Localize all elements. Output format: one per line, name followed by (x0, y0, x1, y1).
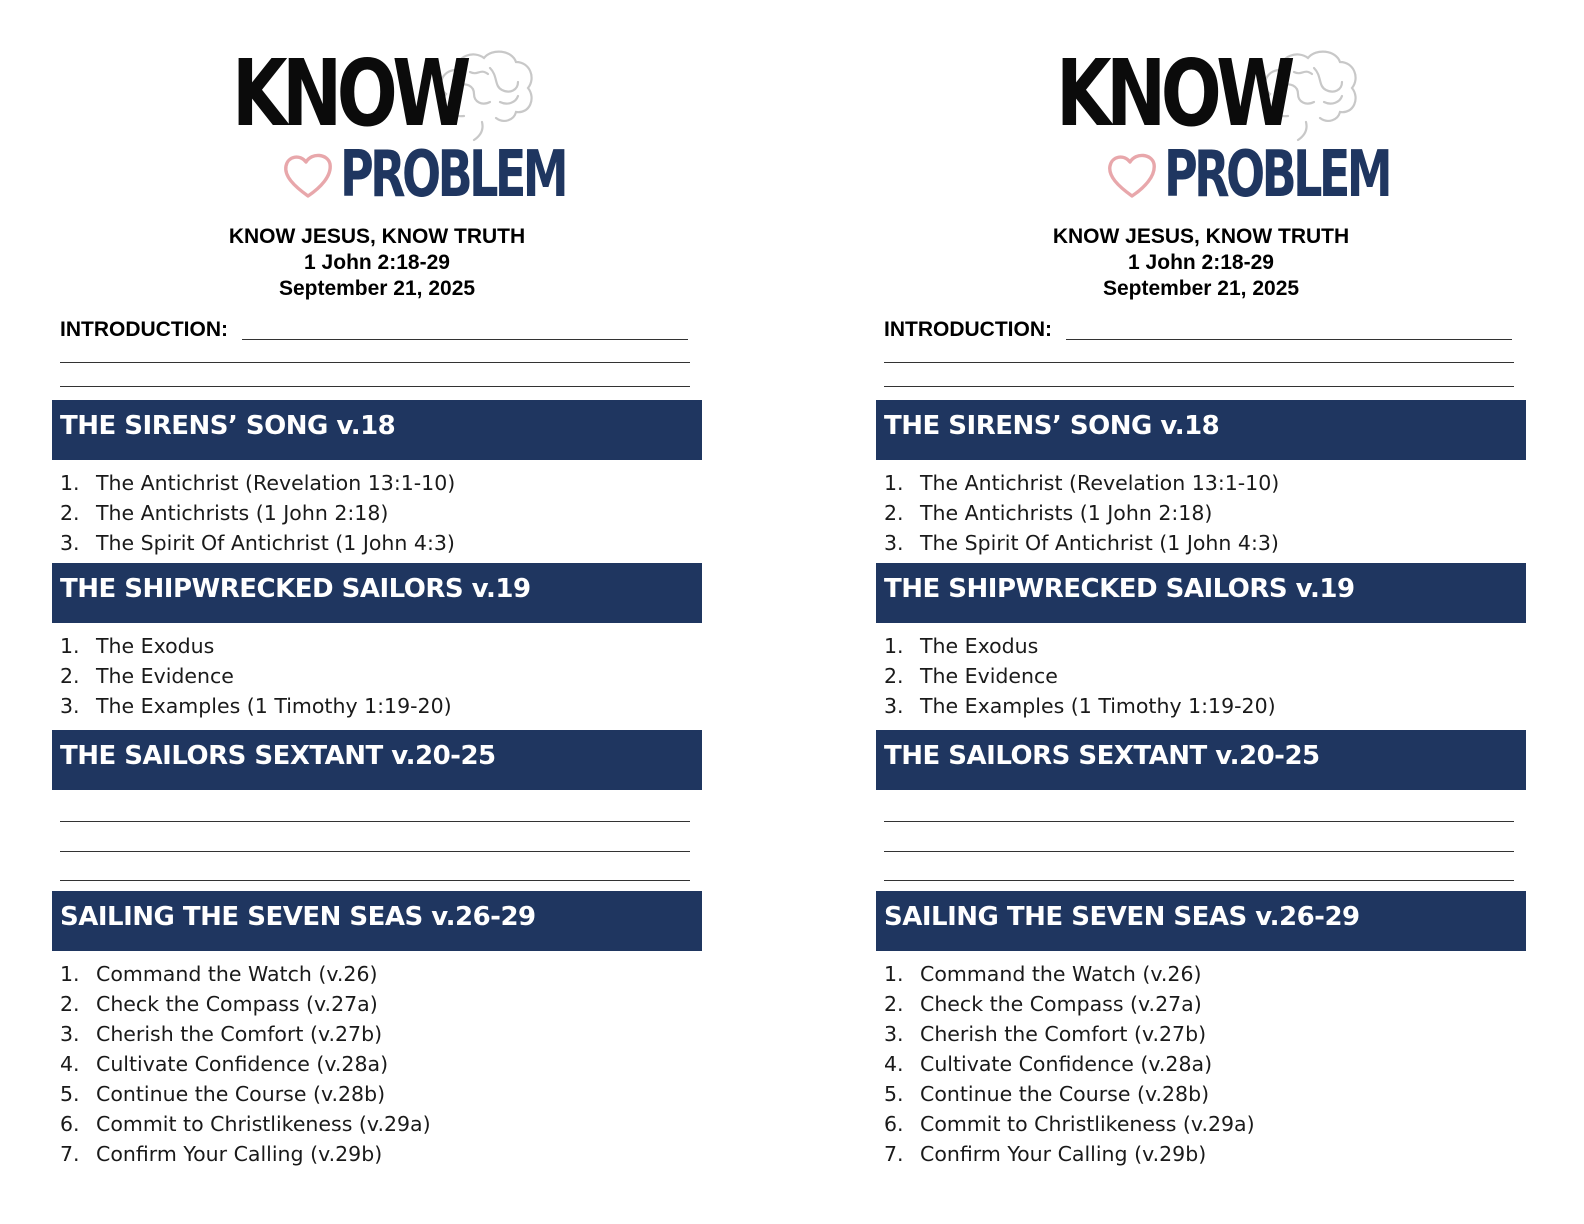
intro-blank-line (1066, 339, 1512, 340)
notes-blank-line (60, 880, 690, 881)
handout-right (876, 0, 1536, 1224)
list-item: 4. Cultivate Confidence (v.28a) (60, 1052, 389, 1076)
list-item: 2. The Evidence (60, 664, 234, 688)
introduction-label: INTRODUCTION: (60, 318, 228, 341)
intro-blank-line (884, 386, 1514, 387)
intro-blank-line (60, 362, 690, 363)
seven-seas-list (60, 959, 431, 1169)
intro-blank-line (242, 339, 688, 340)
section-heading-shipwrecked: THE SHIPWRECKED SAILORS v.19 (876, 563, 1526, 623)
section-heading-sirens: THE SIRENS’ SONG v.18 (876, 400, 1526, 460)
notes-blank-line (60, 821, 690, 822)
sirens-list (884, 468, 1279, 558)
section-heading-sextant: THE SAILORS SEXTANT v.20-25 (876, 730, 1526, 790)
list-item: 3. The Examples (1 Timothy 1:19-20) (884, 694, 1276, 718)
sermon-date: September 21, 2025 (278, 277, 476, 300)
sermon-title: KNOW JESUS, KNOW TRUTH (228, 225, 526, 248)
section-heading-sextant: THE SAILORS SEXTANT v.20-25 (52, 730, 702, 790)
handout-left (52, 0, 712, 1224)
heart-icon (280, 150, 336, 202)
sermon-title: KNOW JESUS, KNOW TRUTH (1052, 225, 1350, 248)
notes-blank-line (884, 851, 1514, 852)
list-item: 1. The Antichrist (Revelation 13:1-10) (884, 471, 1280, 495)
list-item: 7. Confirm Your Calling (v.29b) (884, 1142, 1207, 1166)
section-heading-seven-seas: SAILING THE SEVEN SEAS v.26-29 (876, 891, 1526, 951)
list-item: 2. The Antichrists (1 John 2:18) (60, 501, 389, 525)
list-item: 1. The Exodus (60, 634, 215, 658)
intro-blank-line (60, 386, 690, 387)
intro-blank-line (884, 362, 1514, 363)
list-item: 2. The Antichrists (1 John 2:18) (884, 501, 1213, 525)
section-heading-seven-seas: SAILING THE SEVEN SEAS v.26-29 (52, 891, 702, 951)
list-item: 5. Continue the Course (v.28b) (884, 1082, 1210, 1106)
list-item: 1. Command the Watch (v.26) (60, 962, 378, 986)
section-heading-sirens: THE SIRENS’ SONG v.18 (52, 400, 702, 460)
logo-know-text: KNOW (1056, 40, 1290, 147)
list-item: 3. Cherish the Comfort (v.27b) (60, 1022, 383, 1046)
list-item: 3. The Spirit Of Antichrist (1 John 4:3) (884, 531, 1279, 555)
introduction-label: INTRODUCTION: (884, 318, 1052, 341)
logo (1056, 40, 1390, 214)
list-item: 1. Command the Watch (v.26) (884, 962, 1202, 986)
scripture-reference: 1 John 2:18-29 (1128, 251, 1274, 274)
notes-blank-line (60, 851, 690, 852)
shipwrecked-list (884, 631, 1276, 721)
list-item: 6. Commit to Christlikeness (v.29a) (884, 1112, 1255, 1136)
list-item: 6. Commit to Christlikeness (v.29a) (60, 1112, 431, 1136)
sermon-date: September 21, 2025 (1102, 277, 1300, 300)
list-item: 1. The Exodus (884, 634, 1039, 658)
logo-problem-text: PROBLEM (340, 138, 566, 212)
list-item: 2. Check the Compass (v.27a) (884, 992, 1202, 1016)
list-item: 1. The Antichrist (Revelation 13:1-10) (60, 471, 456, 495)
sirens-list (60, 468, 455, 558)
list-item: 7. Confirm Your Calling (v.29b) (60, 1142, 383, 1166)
list-item: 4. Cultivate Confidence (v.28a) (884, 1052, 1213, 1076)
list-item: 2. The Evidence (884, 664, 1058, 688)
logo-know-text: KNOW (232, 40, 466, 147)
logo-problem-text: PROBLEM (1164, 138, 1390, 212)
list-item: 3. Cherish the Comfort (v.27b) (884, 1022, 1207, 1046)
list-item: 3. The Examples (1 Timothy 1:19-20) (60, 694, 452, 718)
scripture-reference: 1 John 2:18-29 (304, 251, 450, 274)
logo (232, 40, 566, 214)
list-item: 3. The Spirit Of Antichrist (1 John 4:3) (60, 531, 455, 555)
seven-seas-list (884, 959, 1255, 1169)
section-heading-shipwrecked: THE SHIPWRECKED SAILORS v.19 (52, 563, 702, 623)
list-item: 2. Check the Compass (v.27a) (60, 992, 378, 1016)
list-item: 5. Continue the Course (v.28b) (60, 1082, 386, 1106)
shipwrecked-list (60, 631, 452, 721)
notes-blank-line (884, 821, 1514, 822)
heart-icon (1104, 150, 1160, 202)
notes-blank-line (884, 880, 1514, 881)
